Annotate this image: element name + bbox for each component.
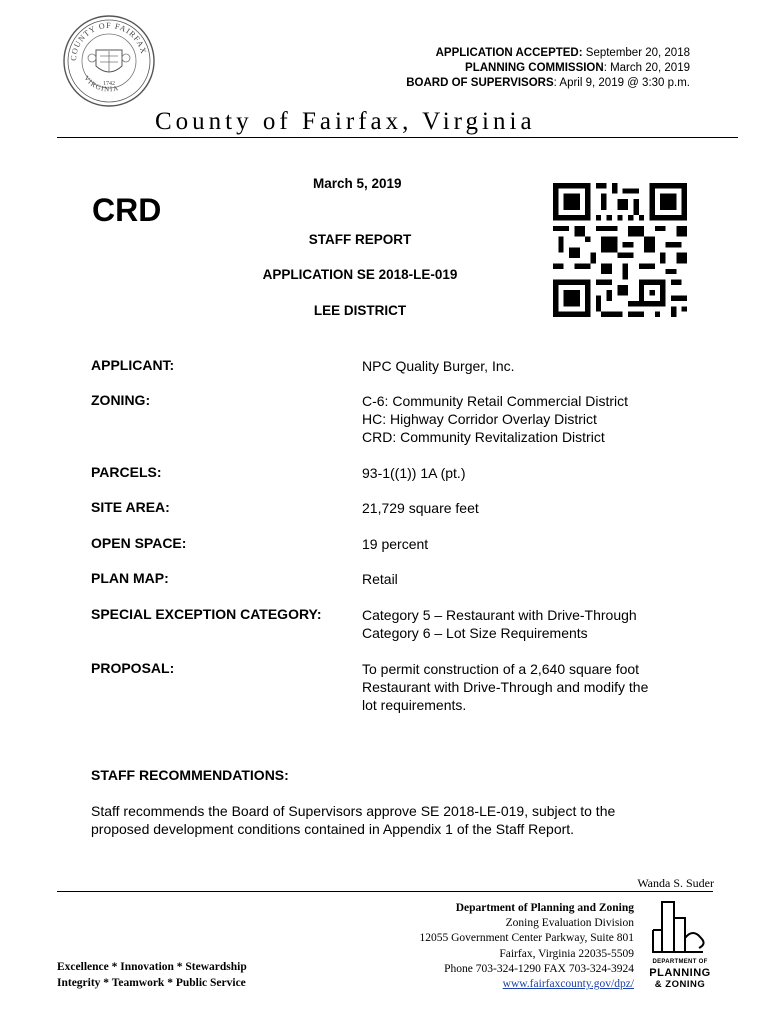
signature-name: Wanda S. Suder: [637, 876, 714, 890]
phone-fax: Phone 703-324-1290 FAX 703-324-3924: [444, 962, 634, 975]
recommendations-line-1: Staff recommends the Board of Supervisors approve SE 2018-LE-019, subject to the: [91, 803, 616, 819]
county-motto: [57, 960, 247, 991]
special-exception-values: [362, 606, 637, 642]
motto-line-2: Integrity * Teamwork * Public Service: [57, 976, 246, 989]
county-title: County of Fairfax, Virginia: [155, 108, 536, 135]
open-space-label: OPEN SPACE:: [91, 535, 187, 551]
dpz-logo-line-2: PLANNING: [649, 967, 711, 979]
open-space-value: 19 percent: [362, 536, 429, 552]
footer-divider: [57, 891, 713, 892]
site-area-value: 21,729 square feet: [362, 500, 479, 516]
application-accepted-label: APPLICATION ACCEPTED:: [435, 47, 583, 59]
proposal-label: PROPOSAL:: [91, 660, 175, 676]
seal-top-text: COUNTY OF FAIRFAX: [68, 20, 149, 62]
applicant-value: NPC Quality Burger, Inc.: [362, 358, 515, 374]
zoning-values: [362, 392, 628, 446]
proposal-values: [362, 660, 648, 714]
parcels-value: 93-1((1)) 1A (pt.): [362, 465, 466, 481]
street-address: 12055 Government Center Parkway, Suite 801: [419, 932, 634, 945]
seal-bottom-text: VIRGINIA: [82, 74, 120, 94]
board-of-supervisors-label: BOARD OF SUPERVISORS: [406, 77, 554, 89]
zoning-value-hc: HC: Highway Corridor Overlay District: [362, 411, 597, 427]
hearing-dates: [406, 46, 690, 91]
proposal-line-3: lot requirements.: [362, 697, 467, 713]
plan-map-label: PLAN MAP:: [91, 570, 169, 586]
board-of-supervisors-value: : April 9, 2019 @ 3:30 p.m.: [553, 77, 690, 89]
website-link[interactable]: www.fairfaxcounty.gov/dpz/: [502, 978, 634, 991]
planning-commission-label: PLANNING COMMISSION: [465, 62, 604, 74]
application-accepted-row: [406, 46, 690, 61]
building-icon: [645, 898, 715, 958]
seal-year: 1742: [103, 81, 115, 87]
special-exception-category-5: Category 5 – Restaurant with Drive-Through: [362, 607, 637, 623]
department-name: Department of Planning and Zoning: [455, 902, 634, 914]
recommendations-text: [91, 802, 691, 838]
application-accepted-value: September 20, 2018: [582, 47, 690, 59]
applicant-label: APPLICANT:: [91, 357, 175, 373]
application-number: APPLICATION SE 2018-LE-019: [262, 267, 458, 282]
city-state-zip: Fairfax, Virginia 22035-5509: [499, 947, 634, 960]
recommendations-line-2: proposed development conditions contained in Appendix 1 of the Staff Report.: [91, 821, 575, 837]
district-name: LEE DISTRICT: [313, 303, 407, 318]
zoning-value-crd: CRD: Community Revitalization District: [362, 429, 605, 445]
motto-line-1: Excellence * Innovation * Stewardship: [57, 961, 247, 973]
report-date: March 5, 2019: [313, 176, 402, 191]
county-seal: [62, 14, 156, 108]
recommendations-heading: STAFF RECOMMENDATIONS:: [91, 767, 289, 783]
board-of-supervisors-row: [406, 76, 690, 91]
special-exception-category-6: Category 6 – Lot Size Requirements: [362, 625, 588, 641]
header-divider: [57, 137, 738, 138]
parcels-label: PARCELS:: [91, 464, 162, 480]
site-area-label: SITE AREA:: [91, 499, 170, 515]
planning-commission-value: : March 20, 2019: [603, 62, 690, 74]
department-address: [419, 901, 634, 992]
zoning-label: ZONING:: [91, 392, 151, 408]
dpz-logo: [645, 898, 715, 990]
planning-commission-row: [406, 61, 690, 76]
dpz-logo-line-1: DEPARTMENT OF: [652, 959, 708, 965]
report-type: STAFF REPORT: [308, 232, 412, 247]
qr-code: [553, 183, 687, 317]
district-code: CRD: [92, 192, 162, 228]
special-exception-label: SPECIAL EXCEPTION CATEGORY:: [91, 606, 322, 622]
proposal-line-2: Restaurant with Drive-Through and modify the: [362, 679, 649, 695]
dpz-logo-line-3: & ZONING: [654, 979, 706, 990]
division-name: Zoning Evaluation Division: [505, 917, 634, 930]
svg-text:COUNTY OF FAIRFAX: [69, 21, 148, 61]
zoning-value-c6: C-6: Community Retail Commercial District: [362, 393, 629, 409]
proposal-line-1: To permit construction of a 2,640 square foot: [362, 661, 640, 677]
plan-map-value: Retail: [362, 571, 398, 587]
